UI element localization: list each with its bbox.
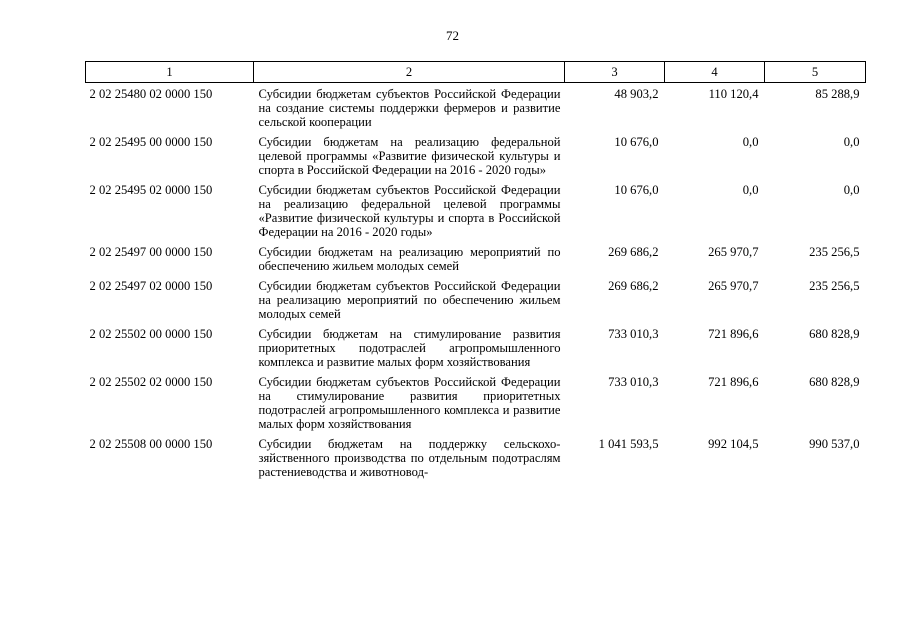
table-row bbox=[86, 135, 866, 183]
row-value-col5: 680 828,9 bbox=[809, 375, 860, 389]
table-row bbox=[86, 437, 866, 485]
row-value-col3: 48 903,2 bbox=[614, 87, 659, 101]
row-value-col4: 110 120,4 bbox=[708, 87, 759, 101]
row-code: 2 02 25495 02 0000 150 bbox=[89, 183, 213, 197]
row-value-col5: 85 288,9 bbox=[815, 87, 860, 101]
row-value-col3: 733 010,3 bbox=[608, 375, 659, 389]
table-header-row bbox=[86, 62, 866, 83]
row-value-col3: 269 686,2 bbox=[608, 279, 659, 293]
row-description: Субсидии бюджетам на реализацию федеральной целевой программы «Развитие физической культуры и спорта в Российской Федерации на 2016 - 2020 годы» bbox=[258, 135, 561, 177]
row-value-col3: 10 676,0 bbox=[614, 135, 659, 149]
row-description: Субсидии бюджетам субъектов Российской Федерации на стимулирование развития приоритетных подотраслей агропромышленного комплекса и развитие малых форм хозяйствования bbox=[258, 375, 561, 431]
row-value-col4: 265 970,7 bbox=[708, 279, 759, 293]
row-value-col4: 0,0 bbox=[742, 135, 759, 149]
row-description: Субсидии бюджетам на поддержку сельскохозяйственного производства по отдельным подотраслям растениеводства и животновод- bbox=[258, 437, 561, 479]
column-header-1: 1 bbox=[86, 62, 254, 83]
row-description: Субсидии бюджетам субъектов Российской Федерации на реализацию федеральной целевой программы «Развитие физической культуры и спорта в Российской Федерации на 2016 - 2020 годы» bbox=[258, 183, 561, 239]
row-description: Субсидии бюджетам субъектов Российской Федерации на создание системы поддержки фермеров и развитие сельской кооперации bbox=[258, 87, 561, 129]
row-description: Субсидии бюджетам на реализацию мероприятий по обеспечению жильем молодых семей bbox=[258, 245, 561, 273]
row-value-col4: 992 104,5 bbox=[708, 437, 759, 451]
table-row bbox=[86, 327, 866, 375]
row-value-col3: 1 041 593,5 bbox=[598, 437, 659, 451]
row-value-col3: 733 010,3 bbox=[608, 327, 659, 341]
row-value-col5: 0,0 bbox=[843, 183, 860, 197]
row-value-col5: 235 256,5 bbox=[809, 279, 860, 293]
row-value-col4: 721 896,6 bbox=[708, 375, 759, 389]
row-code: 2 02 25495 00 0000 150 bbox=[89, 135, 213, 149]
row-value-col4: 0,0 bbox=[742, 183, 759, 197]
row-value-col4: 721 896,6 bbox=[708, 327, 759, 341]
table-row bbox=[86, 87, 866, 135]
row-code: 2 02 25502 02 0000 150 bbox=[89, 375, 213, 389]
table-row bbox=[86, 279, 866, 327]
row-code: 2 02 25497 02 0000 150 bbox=[89, 279, 213, 293]
row-description: Субсидии бюджетам субъектов Российской Федерации на реализацию мероприятий по обеспечению жильем молодых семей bbox=[258, 279, 561, 321]
column-header-5: 5 bbox=[765, 62, 866, 83]
row-code: 2 02 25508 00 0000 150 bbox=[89, 437, 213, 451]
row-value-col3: 269 686,2 bbox=[608, 245, 659, 259]
row-value-col5: 990 537,0 bbox=[809, 437, 860, 451]
column-header-2: 2 bbox=[254, 62, 565, 83]
row-code: 2 02 25502 00 0000 150 bbox=[89, 327, 213, 341]
row-value-col5: 235 256,5 bbox=[809, 245, 860, 259]
row-description: Субсидии бюджетам на стимулирование развития приоритетных подотраслей агропромышленного комплекса и развитие малых форм хозяйствования bbox=[258, 327, 561, 369]
column-header-4: 4 bbox=[665, 62, 765, 83]
row-code: 2 02 25497 00 0000 150 bbox=[89, 245, 213, 259]
page-number: 72 bbox=[446, 28, 459, 43]
row-code: 2 02 25480 02 0000 150 bbox=[89, 87, 213, 101]
table-row bbox=[86, 245, 866, 279]
row-value-col4: 265 970,7 bbox=[708, 245, 759, 259]
row-value-col3: 10 676,0 bbox=[614, 183, 659, 197]
row-value-col5: 0,0 bbox=[843, 135, 860, 149]
table-row bbox=[86, 375, 866, 437]
column-header-3: 3 bbox=[565, 62, 665, 83]
row-value-col5: 680 828,9 bbox=[809, 327, 860, 341]
table-row bbox=[86, 183, 866, 245]
budget-revenue-table bbox=[85, 61, 866, 485]
